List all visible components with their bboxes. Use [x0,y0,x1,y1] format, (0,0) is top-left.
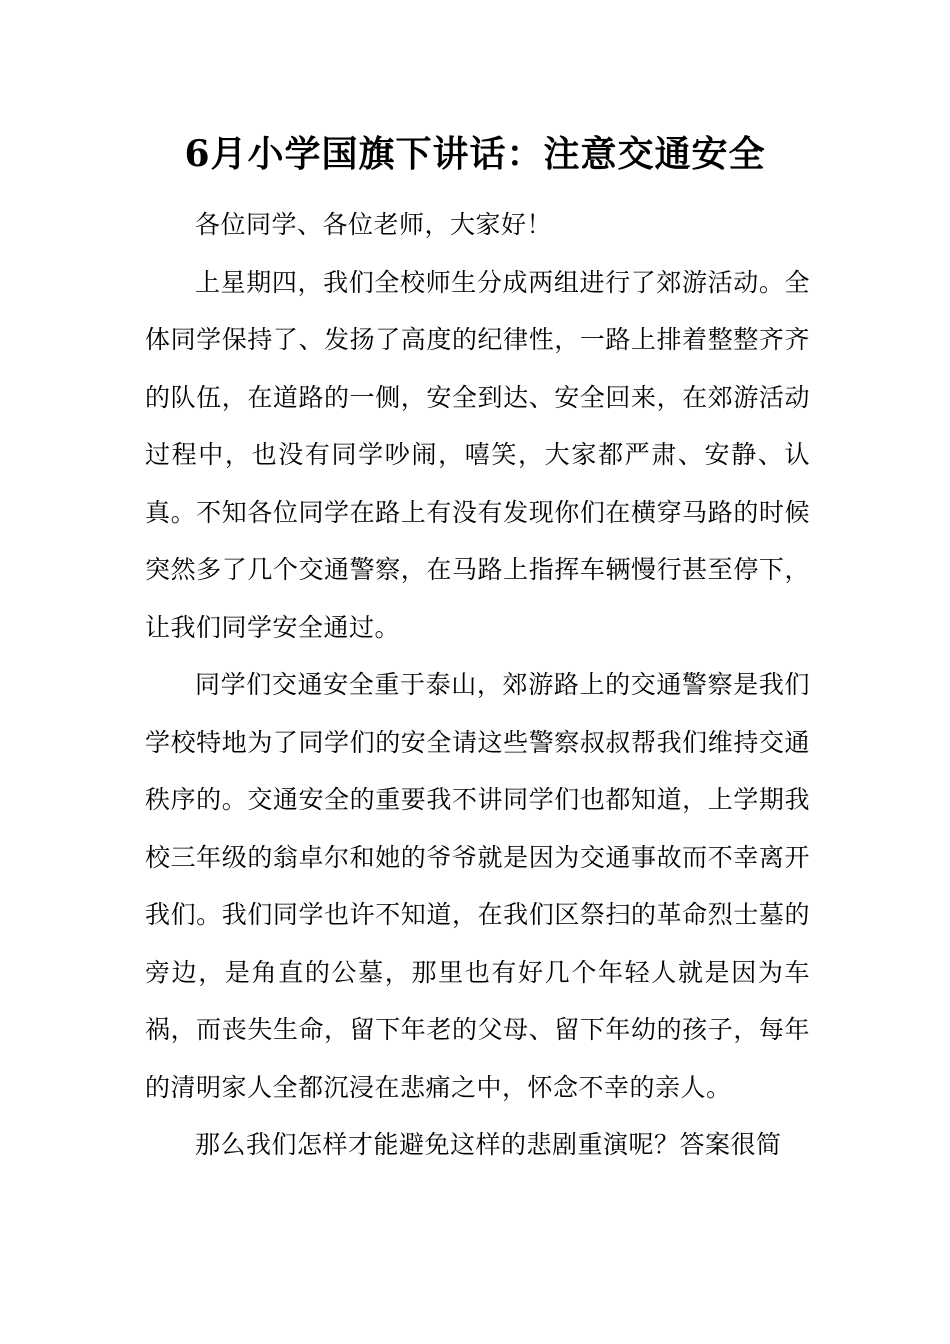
document-title: 6月小学国旗下讲话：注意交通安全 [184,133,766,175]
paragraph-traffic-safety: 同学们交通安全重于泰山，郊游路上的交通警察是我们学校特地为了同学们的安全请这些警察叔叔帮我们维持交通秩序的。交通安全的重要我不讲同学们也都知道，上学期我校三年级的翁卓尔和她的爷爷就是因为交通事故而不幸离开我们。我们同学也许不知道，在我们区祭扫的革命烈士墓的旁边，是角直的公墓，那里也有好几个年轻人就是因为车祸，而丧失生命，留下年老的父母、留下年幼的孩子，每年的清明家人全都沉浸在悲痛之中，怀念不幸的亲人。 [145,670,810,1102]
document-body [145,196,810,1174]
paragraph-question: 那么我们怎样才能避免这样的悲剧重演呢？答案很简 [195,1130,782,1159]
paragraph-outing: 上星期四，我们全校师生分成两组进行了郊游活动。全体同学保持了、发扬了高度的纪律性，一路上排着整整齐齐的队伍，在道路的一侧，安全到达、安全回来，在郊游活动过程中，也没有同学吵闹，嘻笑，大家都严肃、安静、认真。不知各位同学在路上有没有发现你们在横穿马路的时候突然多了几个交通警察，在马路上指挥车辆慢行甚至停下，让我们同学安全通过。 [145,267,810,642]
paragraph-greeting: 各位同学、各位老师，大家好！ [195,210,553,239]
